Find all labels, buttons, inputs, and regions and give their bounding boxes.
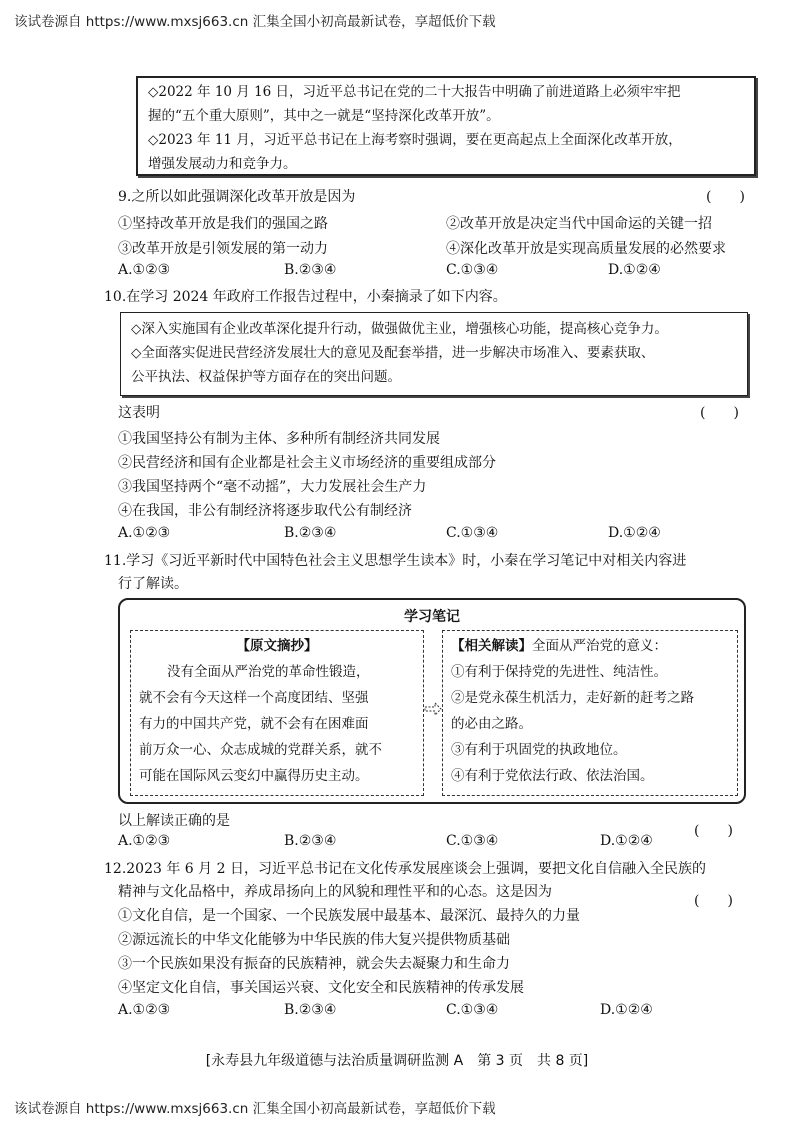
material-line: 增强发展动力和竞争力。 — [148, 156, 297, 172]
option-c[interactable]: C.①③④ — [446, 833, 499, 849]
statement: ③一个民族如果没有振奋的民族精神，就会失去凝聚力和生命力 — [118, 956, 510, 972]
page-footer: [永寿县九年级道德与法治质量调研监测 A 第 3 页 共 8 页] — [205, 1053, 589, 1069]
option-c[interactable]: C.①③④ — [446, 525, 499, 541]
material-line: 握的“五个重大原则”，其中之一就是“坚持深化改革开放”。 — [148, 108, 500, 124]
option-a[interactable]: A.①②③ — [118, 1002, 171, 1018]
excerpt-line: 就不会有今天这样一个高度团结、坚强 — [139, 690, 369, 706]
statement: ④深化改革开放是实现高质量发展的必然要求 — [446, 241, 726, 257]
interpretation-line: ②是党永葆生机活力，走好新的赶考之路 — [451, 690, 694, 706]
material-line: ◇2023 年 11 月，习近平总书记在上海考察时强调，要在更高起点上全面深化改革开放， — [148, 132, 682, 148]
question-10-stem: 10.在学习 2024 年政府工作报告过程中，小秦摘录了如下内容。 — [104, 289, 507, 305]
notes-title: 学习笔记 — [404, 609, 460, 625]
interpretation-intro: 全面从严治党的意义： — [532, 638, 667, 654]
arrow-right-icon — [424, 702, 442, 716]
option-d[interactable]: D.①②④ — [608, 262, 661, 278]
material-line: ◇2022 年 10 月 16 日，习近平总书记在党的二十大报告中明确了前进道路上必须牢牢把 — [148, 84, 681, 100]
statement: ③我国坚持两个“毫不动摇”，大力发展社会生产力 — [118, 479, 427, 495]
question-9-stem: 9.之所以如此强调深化改革开放是因为 — [118, 189, 356, 205]
option-b[interactable]: B.②③④ — [284, 833, 337, 849]
answer-parentheses[interactable]: ( ) — [694, 893, 733, 909]
material-box-1 — [136, 76, 756, 176]
option-a[interactable]: A.①②③ — [118, 833, 171, 849]
interpretation-line: ③有利于巩固党的执政地位。 — [451, 742, 627, 758]
statement: ④坚定文化自信，事关国运兴衰、文化安全和民族精神的传承发展 — [118, 980, 524, 996]
answer-parentheses[interactable]: ( ) — [700, 405, 739, 421]
option-d[interactable]: D.①②④ — [600, 1002, 653, 1018]
material-line: ◇全面落实促进民营经济发展壮大的意见及配套举措，进一步解决市场准入、要素获取、 — [131, 345, 655, 361]
statement: ②民营经济和国有企业都是社会主义市场经济的重要组成部分 — [118, 455, 496, 471]
question-11-stem-cont: 行了解读。 — [118, 576, 188, 592]
interpretation-line: ④有利于党依法行政、依法治国。 — [451, 768, 654, 784]
material-line: 公平执法、权益保护等方面存在的突出问题。 — [131, 369, 401, 385]
interpretation-line: 的必由之路。 — [451, 716, 532, 732]
excerpt-line: 前万众一心、众志成城的党群关系，就不 — [139, 742, 382, 758]
interpretation-panel — [442, 630, 738, 796]
question-11-lead: 以上解读正确的是 — [118, 813, 230, 829]
option-c[interactable]: C.①③④ — [446, 1002, 499, 1018]
study-notes-card — [118, 598, 746, 804]
question-12-stem-cont: 精神与文化品格中，养成昂扬向上的风貌和理性平和的心态。这是因为 — [118, 884, 552, 900]
option-b[interactable]: B.②③④ — [284, 525, 337, 541]
statement: ③改革开放是引领发展的第一动力 — [118, 241, 328, 257]
question-10-lead: 这表明 — [118, 405, 160, 421]
option-c[interactable]: C.①③④ — [446, 262, 499, 278]
option-d[interactable]: D.①②④ — [608, 525, 661, 541]
answer-parentheses[interactable]: ( ) — [706, 189, 745, 205]
option-d[interactable]: D.①②④ — [600, 833, 653, 849]
material-line: ◇深入实施国有企业改革深化提升行动，做强做优主业，增强核心功能，提高核心竞争力。 — [131, 321, 668, 337]
option-a[interactable]: A.①②③ — [118, 262, 171, 278]
material-box-2 — [120, 312, 748, 396]
question-12-stem: 12.2023 年 6 月 2 日，习近平总书记在文化传承发展座谈会上强调，要把文化自信融入全民族的 — [104, 861, 706, 877]
original-excerpt-panel — [130, 630, 424, 796]
panel-title: 【原文摘抄】 — [236, 638, 318, 654]
option-a[interactable]: A.①②③ — [118, 525, 171, 541]
interpretation-line: ①有利于保持党的先进性、纯洁性。 — [451, 664, 667, 680]
option-b[interactable]: B.②③④ — [284, 262, 337, 278]
answer-parentheses[interactable]: ( ) — [694, 823, 733, 839]
panel-title: 【相关解读】 — [451, 638, 532, 654]
statement: ②改革开放是决定当代中国命运的关键一招 — [446, 216, 712, 232]
statement: ②源远流长的中华文化能够为中华民族的伟大复兴提供物质基础 — [118, 932, 510, 948]
option-b[interactable]: B.②③④ — [284, 1002, 337, 1018]
excerpt-line: 没有全面从严治党的革命性锻造， — [167, 664, 370, 680]
statement: ④在我国，非公有制经济将逐步取代公有制经济 — [118, 503, 412, 519]
statement: ①我国坚持公有制为主体、多种所有制经济共同发展 — [118, 431, 440, 447]
watermark-top: 该试卷源自 https://www.mxsj663.cn 汇集全国小初高最新试卷，享超低价下载 — [14, 14, 496, 30]
statement: ①文化自信，是一个国家、一个民族发展中最基本、最深沉、最持久的力量 — [118, 908, 580, 924]
watermark-bottom: 该试卷源自 https://www.mxsj663.cn 汇集全国小初高最新试卷，享超低价下载 — [14, 1101, 496, 1117]
excerpt-line: 有力的中国共产党，就不会有在困难面 — [139, 716, 369, 732]
statement: ①坚持改革开放是我们的强国之路 — [118, 216, 328, 232]
question-11-stem: 11.学习《习近平新时代中国特色社会主义思想学生读本》时，小秦在学习笔记中对相关内容进 — [104, 553, 687, 569]
excerpt-line: 可能在国际风云变幻中赢得历史主动。 — [139, 768, 369, 784]
